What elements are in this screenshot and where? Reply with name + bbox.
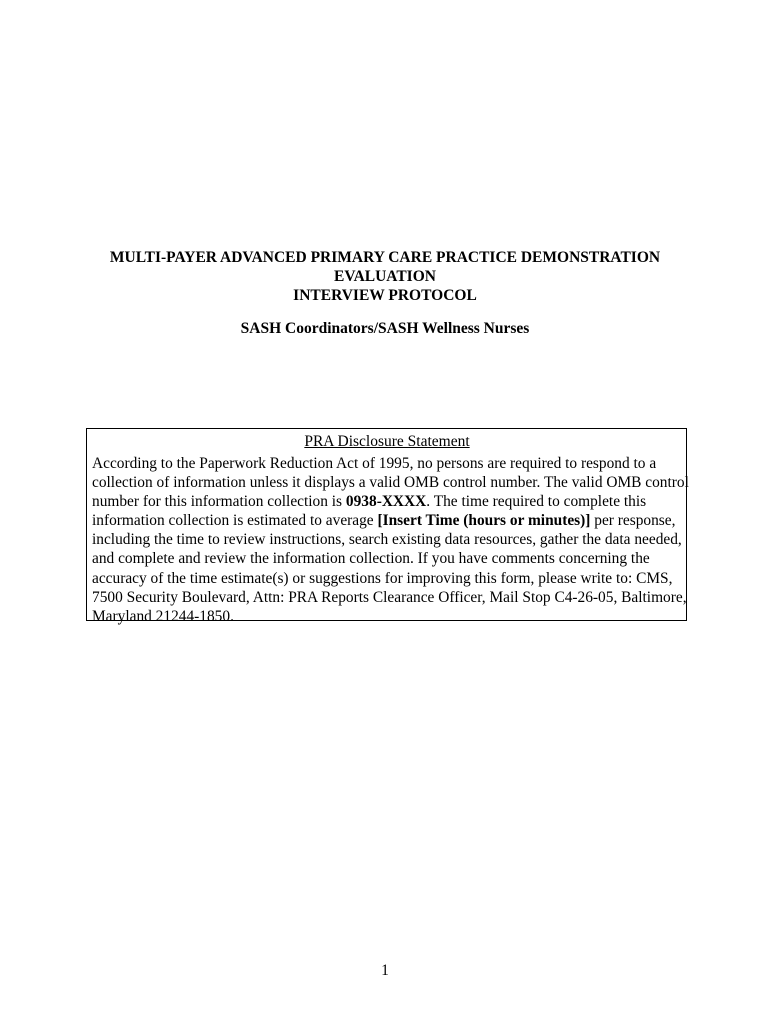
- disclosure-text-segment: per response,: [590, 512, 676, 530]
- disclosure-line: According to the Paperwork Reduction Act of 1995, no persons are required to respond to a: [92, 455, 657, 472]
- disclosure-line: collection of information unless it displays a valid OMB control number. The valid OMB control: [92, 474, 689, 492]
- disclosure-text-segment: information collection is estimated to average: [92, 512, 378, 530]
- document-title: [0, 248, 770, 305]
- page-number: 1: [381, 962, 389, 979]
- document-subtitle: SASH Coordinators/SASH Wellness Nurses: [240, 320, 530, 337]
- title-line-3: INTERVIEW PROTOCOL: [293, 287, 477, 304]
- disclosure-line: [92, 492, 682, 511]
- pra-disclosure-heading: PRA Disclosure Statement: [304, 433, 470, 450]
- pra-disclosure-text: [92, 454, 689, 626]
- title-line-1: MULTI-PAYER ADVANCED PRIMARY CARE PRACTICE DEMONSTRATION: [109, 249, 661, 266]
- disclosure-line: 7500 Security Boulevard, Attn: PRA Reports Clearance Officer, Mail Stop C4-26-05, Baltimore,: [92, 588, 687, 606]
- insert-time-placeholder: [Insert Time (hours or minutes)]: [377, 512, 591, 530]
- disclosure-text-segment: number for this information collection is: [92, 493, 346, 511]
- disclosure-line: accuracy of the time estimate(s) or suggestions for improving this form, please write to: CMS,: [92, 569, 673, 587]
- disclosure-line: and complete and review the information collection. If you have comments concerning the: [92, 550, 650, 568]
- title-line-2: EVALUATION: [334, 268, 436, 285]
- disclosure-line: Maryland 21244-1850.: [92, 607, 234, 625]
- disclosure-text-segment: . The time required to complete this: [426, 493, 647, 511]
- disclosure-line: [92, 511, 682, 530]
- disclosure-line: including the time to review instructions, search existing data resources, gather the data needed,: [92, 531, 682, 549]
- pra-disclosure-box: [86, 428, 689, 625]
- omb-control-number: 0938-XXXX: [345, 493, 427, 511]
